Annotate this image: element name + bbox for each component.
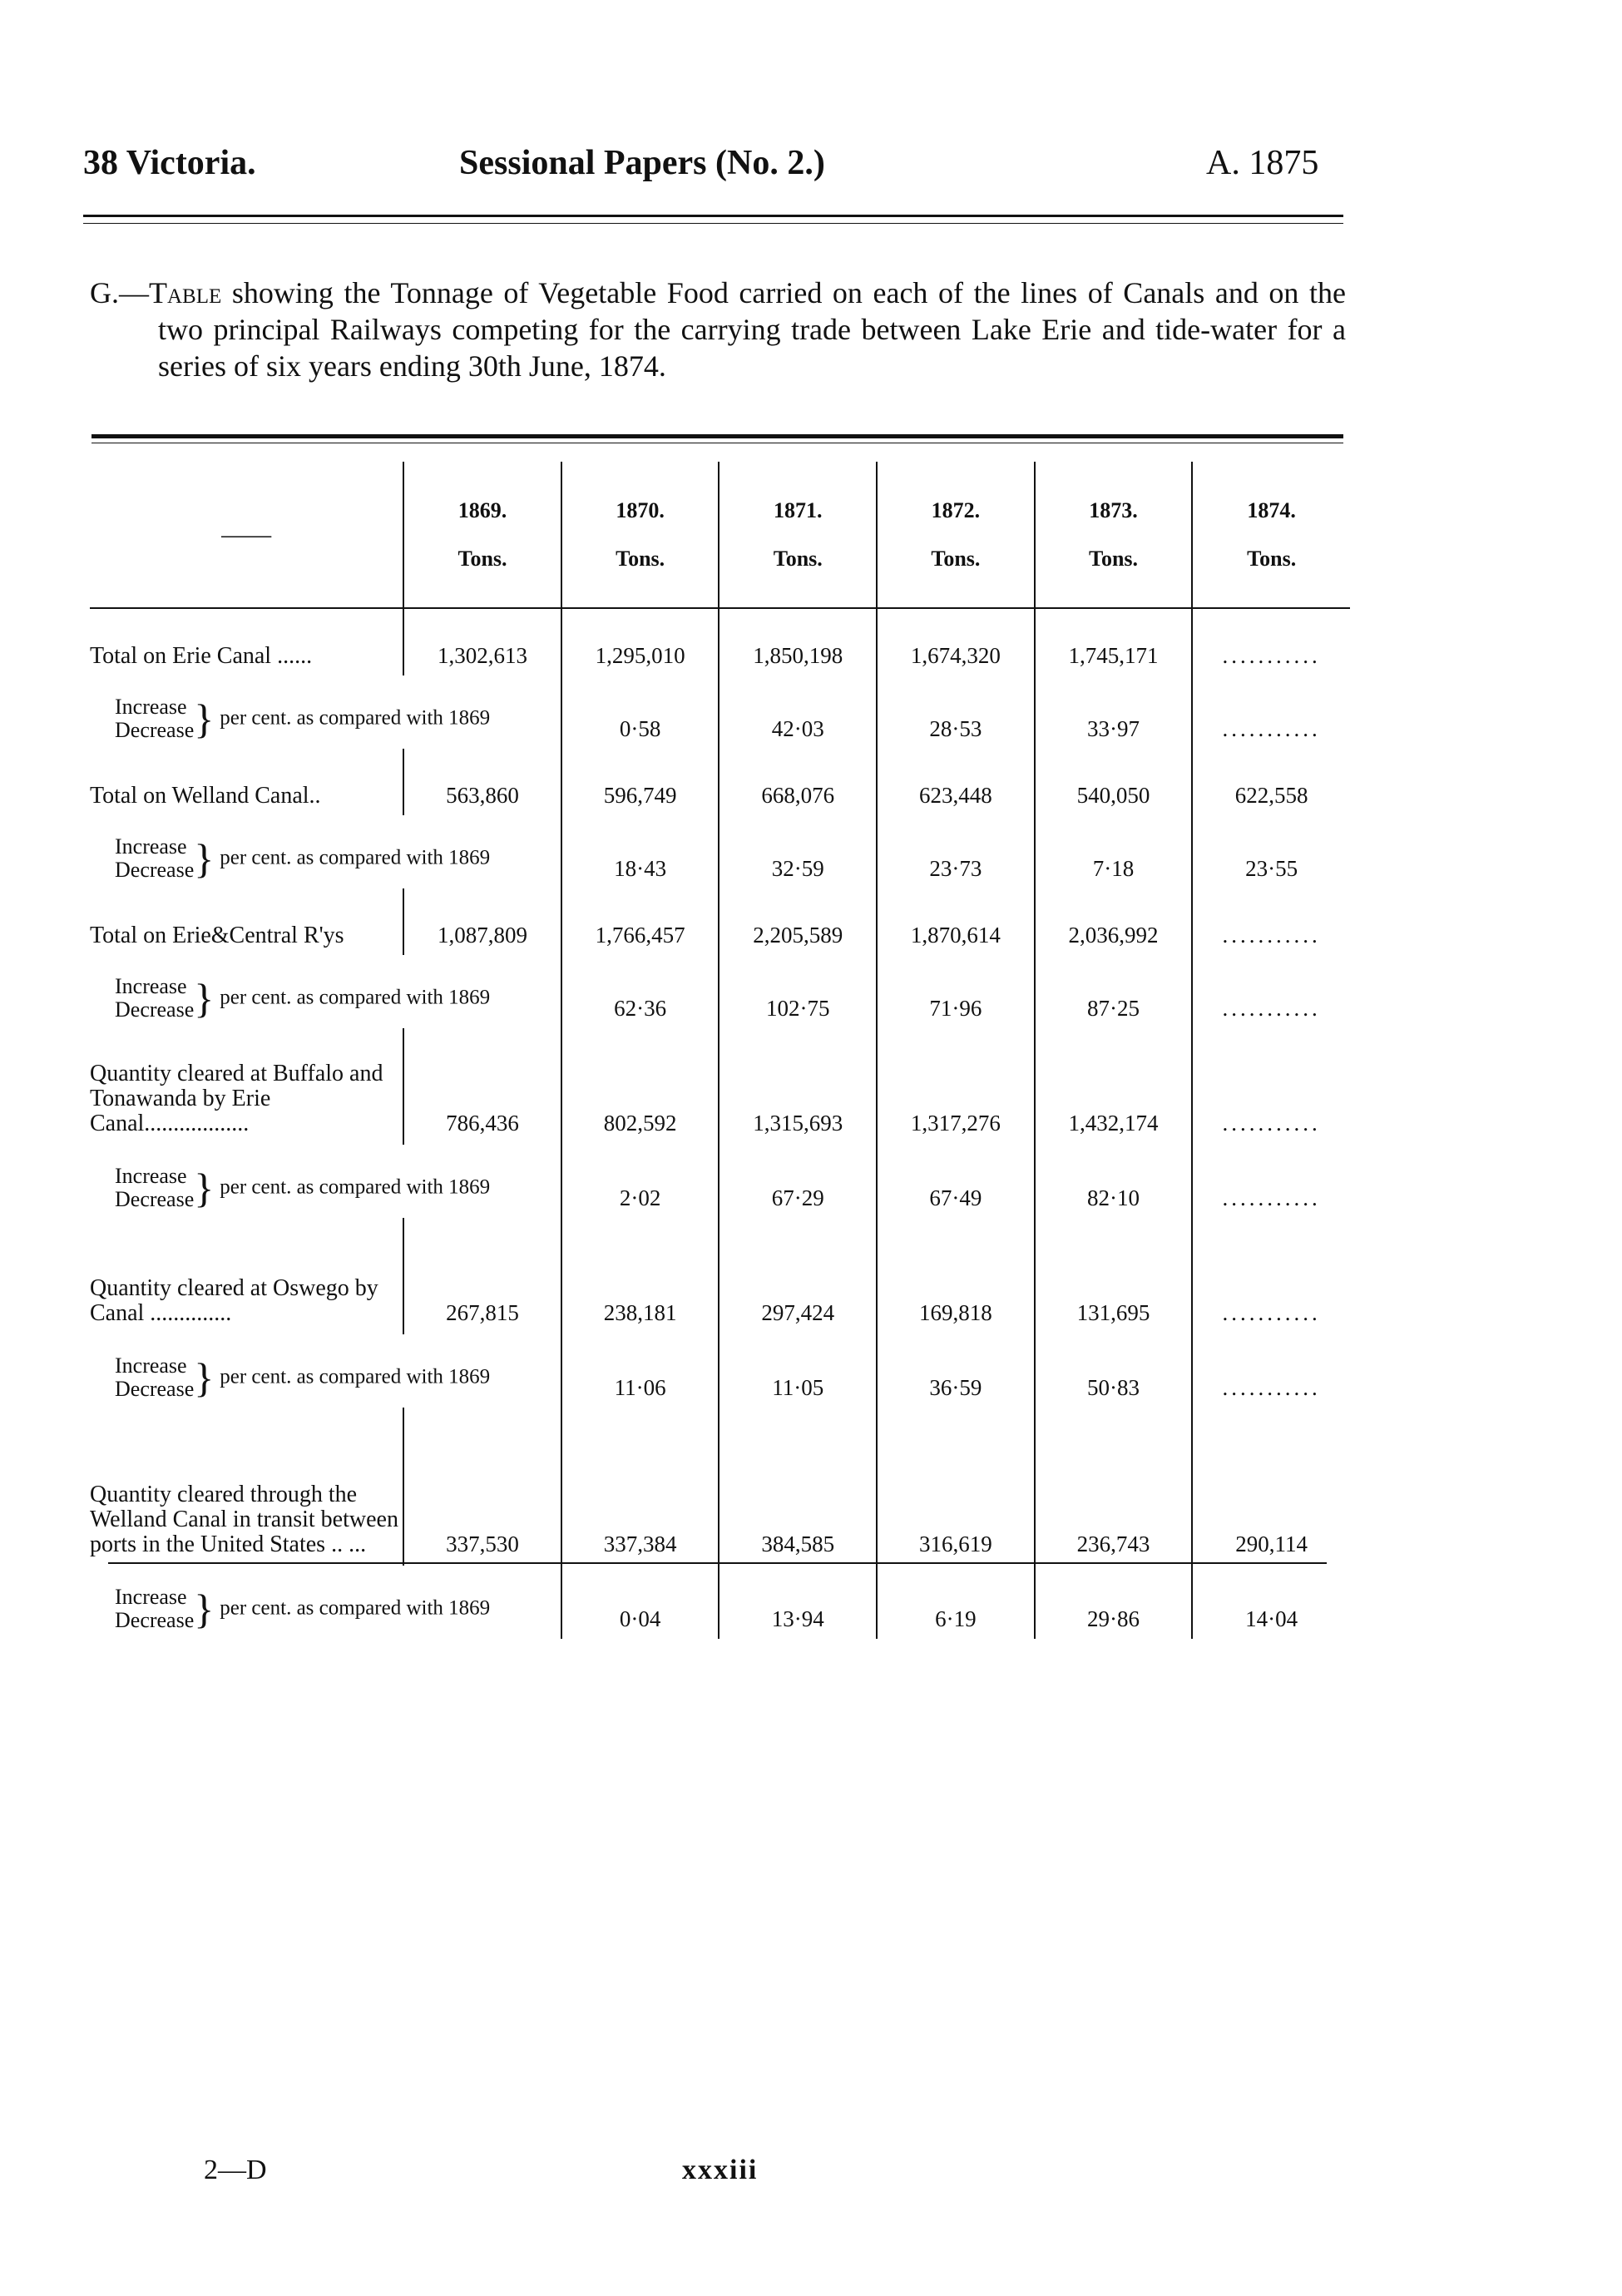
decrease-label: Decrease [115, 718, 195, 742]
table-cell: 337,530 [403, 1408, 561, 1566]
pct-label-cell: Increase Decrease} per cent. as compared with 1869 [115, 974, 491, 1022]
table-cell: 13·94 [719, 1566, 877, 1639]
table-row [90, 888, 1350, 955]
stub-header: —— [90, 462, 403, 608]
table-cell: 42·03 [719, 675, 877, 749]
decrease-label: Decrease [115, 1187, 195, 1211]
table-header-row [90, 462, 1350, 608]
decrease-label: Decrease [115, 1608, 195, 1632]
page-number: xxxiii [682, 2155, 759, 2185]
table-row [90, 1028, 1350, 1145]
table-row-percent [90, 675, 1350, 749]
table-row-percent [90, 815, 1350, 888]
table-cell: ........... [1192, 608, 1350, 675]
header-right: A. 1875 [1206, 144, 1319, 182]
table-cell: 87·25 [1035, 955, 1193, 1028]
table-cell: 1,302,613 [403, 608, 561, 675]
table-cell: 1,766,457 [561, 888, 720, 955]
table-cell: 11·06 [561, 1334, 720, 1408]
pct-compare-label: per cent. as compared with 1869 [220, 846, 491, 869]
header-left: 38 Victoria. [83, 144, 256, 182]
table-cell: 2·02 [561, 1145, 720, 1218]
table-cell: 1,850,198 [719, 608, 877, 675]
table-row [90, 1408, 1350, 1566]
table-cell: 33·97 [1035, 675, 1193, 749]
header-rule [83, 215, 1343, 217]
decrease-label: Decrease [115, 1377, 195, 1401]
table-cell: 50·83 [1035, 1334, 1193, 1408]
unit-label: Tons. [773, 546, 823, 571]
table-cell: 802,592 [561, 1028, 720, 1145]
pct-label-cell: Increase Decrease} per cent. as compared with 1869 [115, 1585, 491, 1632]
increase-label: Increase [115, 1164, 187, 1188]
row-label: Total on Erie Canal ...... [90, 643, 313, 669]
table-cell: 1,432,174 [1035, 1028, 1193, 1145]
table-cell: ........... [1192, 1028, 1350, 1145]
table-row-percent [90, 955, 1350, 1028]
year-header-1873: 1873. Tons. [1035, 462, 1193, 608]
table-end-rule [108, 1562, 1327, 1564]
table-cell: 7·18 [1035, 815, 1193, 888]
unit-label: Tons. [457, 546, 507, 571]
row-label: Total on Welland Canal.. [90, 783, 321, 809]
table-cell: ........... [1192, 1218, 1350, 1334]
signature-mark: 2—D [204, 2155, 267, 2185]
table-cell: 238,181 [561, 1218, 720, 1334]
table-row-percent [90, 1334, 1350, 1408]
increase-label: Increase [115, 695, 187, 719]
year-header-1870: 1870. Tons. [561, 462, 720, 608]
table-cell: 11·05 [719, 1334, 877, 1408]
table-cell: 29·86 [1035, 1566, 1193, 1639]
pct-label-cell: Increase Decrease} per cent. as compared with 1869 [115, 834, 491, 882]
table-cell: 2,036,992 [1035, 888, 1193, 955]
table-cell: ........... [1192, 1334, 1350, 1408]
table-cell: 32·59 [719, 815, 877, 888]
table-cell: 786,436 [403, 1028, 561, 1145]
caption-text: showing the Tonnage of Vegetable Food carried on each of the lines of Canals and on the two principal Railways competing for the carrying trade between Lake Erie and tide-water for a series of six years ending 30th June, 1874. [158, 276, 1346, 383]
table-cell: 131,695 [1035, 1218, 1193, 1334]
pct-label-cell: Increase Decrease} per cent. as compared with 1869 [115, 1353, 491, 1401]
table-cell: 1,295,010 [561, 608, 720, 675]
table-cell: 384,585 [719, 1408, 877, 1566]
increase-label: Increase [115, 834, 187, 859]
table-cell: 267,815 [403, 1218, 561, 1334]
table-cell: 316,619 [877, 1408, 1035, 1566]
unit-label: Tons. [616, 546, 665, 571]
pct-compare-label: per cent. as compared with 1869 [220, 706, 491, 730]
row-label: Quantity cleared at Buffalo and Tonawanda by Erie Canal.................. [90, 1061, 383, 1136]
year-header-1869: 1869. Tons. [403, 462, 561, 608]
pct-compare-label: per cent. as compared with 1869 [220, 1596, 491, 1620]
table-cell: ........... [1192, 1145, 1350, 1218]
header-center: Sessional Papers (No. 2.) [459, 144, 825, 182]
table-cell: 297,424 [719, 1218, 877, 1334]
table-cell: 28·53 [877, 675, 1035, 749]
table-cell: ........... [1192, 888, 1350, 955]
header-rule-thin [83, 223, 1343, 224]
row-label: Total on Erie&Central R'ys [90, 923, 344, 948]
table-cell: 14·04 [1192, 1566, 1350, 1639]
table-cell: 563,860 [403, 749, 561, 815]
table-cell: 67·29 [719, 1145, 877, 1218]
table-cell: 36·59 [877, 1334, 1035, 1408]
table-cell: 169,818 [877, 1218, 1035, 1334]
table-cell: 623,448 [877, 749, 1035, 815]
table-cell: 540,050 [1035, 749, 1193, 815]
table-cell: ........... [1192, 955, 1350, 1028]
table-row [90, 749, 1350, 815]
table-cell: 82·10 [1035, 1145, 1193, 1218]
table-row [90, 608, 1350, 675]
table-cell: 290,114 [1192, 1408, 1350, 1566]
table-cell: 1,674,320 [877, 608, 1035, 675]
table-cell: 236,743 [1035, 1408, 1193, 1566]
table-caption [90, 275, 1346, 384]
table-cell: 668,076 [719, 749, 877, 815]
pct-label-cell: Increase Decrease} per cent. as compared with 1869 [115, 1164, 491, 1211]
row-label: Quantity cleared through the Welland Canal in transit between ports in the United States .. ... [90, 1482, 398, 1557]
year-header-1872: 1872. Tons. [877, 462, 1035, 608]
increase-label: Increase [115, 1585, 187, 1609]
increase-label: Increase [115, 974, 187, 998]
decrease-label: Decrease [115, 997, 195, 1022]
table-row-percent [90, 1145, 1350, 1218]
table-cell: 102·75 [719, 955, 877, 1028]
table-cell: 0·04 [561, 1566, 720, 1639]
decrease-label: Decrease [115, 858, 195, 882]
table-cell: 2,205,589 [719, 888, 877, 955]
table-row [90, 1218, 1350, 1334]
table-cell: 596,749 [561, 749, 720, 815]
caption-label: G.— [90, 276, 149, 309]
year-header-1874: 1874. Tons. [1192, 462, 1350, 608]
table-cell: 23·73 [877, 815, 1035, 888]
table-cell: ........... [1192, 675, 1350, 749]
pct-compare-label: per cent. as compared with 1869 [220, 1175, 491, 1199]
increase-label: Increase [115, 1353, 187, 1378]
unit-label: Tons. [931, 546, 981, 571]
tonnage-table [90, 462, 1350, 1639]
table-cell: 6·19 [877, 1566, 1035, 1639]
table-cell: 71·96 [877, 955, 1035, 1028]
table-cell: 18·43 [561, 815, 720, 888]
table-row-percent [90, 1566, 1350, 1639]
table-cell: 62·36 [561, 955, 720, 1028]
year-header-1871: 1871. Tons. [719, 462, 877, 608]
caption-table-word: Table [149, 276, 222, 309]
table-cell: 337,384 [561, 1408, 720, 1566]
unit-label: Tons. [1089, 546, 1139, 571]
table-cell: 1,087,809 [403, 888, 561, 955]
table-cell: 67·49 [877, 1145, 1035, 1218]
caption-rule [91, 434, 1343, 438]
table-cell: 23·55 [1192, 815, 1350, 888]
table-cell: 1,317,276 [877, 1028, 1035, 1145]
unit-label: Tons. [1247, 546, 1297, 571]
table-cell: 622,558 [1192, 749, 1350, 815]
table-cell: 1,870,614 [877, 888, 1035, 955]
table-cell: 1,745,171 [1035, 608, 1193, 675]
table-cell: 0·58 [561, 675, 720, 749]
pct-compare-label: per cent. as compared with 1869 [220, 986, 491, 1009]
row-label: Quantity cleared at Oswego by Canal .............. [90, 1275, 378, 1326]
pct-compare-label: per cent. as compared with 1869 [220, 1365, 491, 1388]
table-cell: 1,315,693 [719, 1028, 877, 1145]
pct-label-cell: Increase Decrease} per cent. as compared with 1869 [115, 695, 491, 742]
